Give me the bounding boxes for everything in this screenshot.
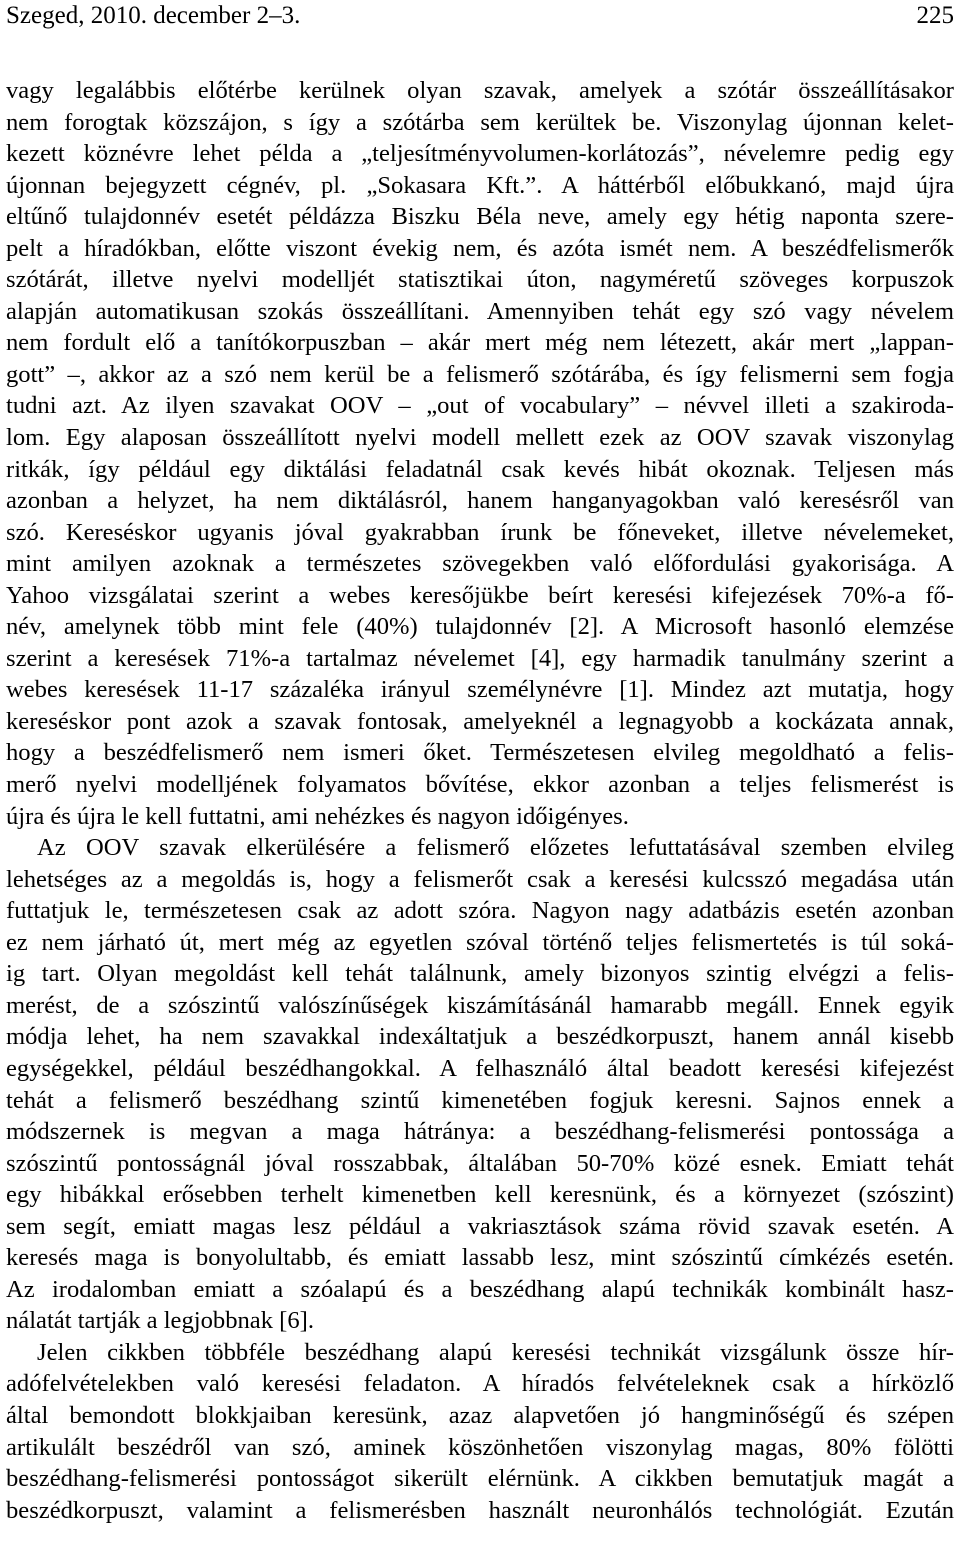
page-number: 225 <box>916 2 954 29</box>
text-line: ez nem járható út, mert még az egyetlen szóval történő teljes felismertetés is túl soká- <box>6 928 954 956</box>
text-line: név, amelynek több mint fele (40%) tulajdonnév [2]. A Microsoft hasonló elemzése <box>6 613 954 641</box>
text-line: sem segít, emiatt magas lesz például a vakriasztások száma rövid szavak esetén. A <box>6 1212 954 1240</box>
running-header <box>6 0 954 32</box>
text-line: szó. Kereséskor ugyanis jóval gyakrabban írunk be főneveket, illetve névelemeket, <box>6 518 954 546</box>
text-line: mint amilyen azoknak a természetes szövegekben való előfordulási gyakorisága. A <box>6 550 954 578</box>
text-line: módszernek is megvan a maga hátránya: a beszédhang-felismerési pontossága a <box>6 1118 954 1146</box>
text-line: webes keresések 11-17 százaléka irányul személynévre [1]. Mindez azt mutatja, hogy <box>6 676 954 704</box>
text-line: beszédhang-felismerési pontosságot sikerült elérnünk. A cikkben bemutatjuk magát a <box>6 1465 954 1493</box>
text-line: által bemondott blokkjaiban keresünk, azaz alapvetően jó hangminőségű és szépen <box>6 1401 954 1429</box>
body-text <box>6 75 954 1526</box>
text-line: Yahoo vizsgálatai szerint a webes keresőjükbe beírt keresési kifejezések 70%-a fő- <box>6 581 954 609</box>
text-line: újonnan bejegyzett cégnév, pl. „Sokasara Kft.”. A háttérből előbukkanó, majd újra <box>6 171 954 199</box>
text-line: kereséskor pont azok a szavak fontosak, amelyeknél a legnagyobb a kockázata annak, <box>6 707 954 735</box>
text-line: artikulált beszédről van szó, aminek köszönhetően viszonylag magas, 80% fölötti <box>6 1433 954 1461</box>
text-line: Az OOV szavak elkerülésére a felismerő előzetes lefuttatásával szemben elvileg <box>37 834 954 862</box>
text-line: Az irodalomban emiatt a szóalapú és a beszédhang alapú technikák kombinált hasz- <box>6 1275 954 1303</box>
text-line: lom. Egy alaposan összeállított nyelvi modell mellett ezek az OOV szavak viszonylag <box>6 424 954 452</box>
text-line: pelt a híradókban, előtte viszont évekig nem, és azóta ismét nem. A beszédfelismerők <box>6 234 954 262</box>
text-line: ritkák, így például egy diktálási feladatnál csak kevés hibát okoznak. Teljesen más <box>6 455 954 483</box>
text-line: egységekkel, például beszédhangokkal. A felhasználó által beadott keresési kifejezést <box>6 1054 954 1082</box>
text-line: nem forogtak közszájon, s így a szótárba sem kerültek be. Viszonylag újonnan kelet- <box>6 108 954 136</box>
text-line: alapján automatikusan szokás összeállítani. Amennyiben tehát egy szó vagy névelem <box>6 297 954 325</box>
text-line: újra és újra le kell futtatni, ami nehézkes és nagyon időigényes. <box>6 802 629 830</box>
text-line: merő nyelvi modelljének folyamatos bővítése, ekkor azonban a teljes felismerést is <box>6 771 954 799</box>
text-line: Jelen cikkben többféle beszédhang alapú keresési technikát vizsgálunk össze hír- <box>37 1338 954 1366</box>
text-line: lehetséges az a megoldás is, hogy a felismerőt csak a keresési kulcsszó megadása után <box>6 865 954 893</box>
text-line: merést, de a szószintű valószínűségek kiszámításánál hamarabb megáll. Ennek egyik <box>6 991 954 1019</box>
text-line: beszédkorpuszt, valamint a felismerésben használt neuronhálós technológiát. Ezután <box>6 1496 954 1524</box>
text-line: gott” –, akkor az a szó nem kerül be a felismerő szótárába, és így felismerni sem fogja <box>6 360 954 388</box>
text-line: szótárát, illetve nyelvi modelljét statisztikai úton, nagyméretű szöveges korpuszok <box>6 266 954 294</box>
text-line: módja lehet, ha nem szavakkal indexáltatjuk a beszédkorpuszt, hanem annál kisebb <box>6 1023 954 1051</box>
text-line: adófelvételekben való keresési feladaton. A híradós felvételeknek csak a hírközlő <box>6 1370 954 1398</box>
text-line: vagy legalábbis előtérbe kerülnek olyan szavak, amelyek a szótár összeállításakor <box>6 77 954 104</box>
text-line: kezett köznévre lehet példa a „teljesítményvolumen-korlátozás”, névelemre pedig egy <box>6 140 954 168</box>
text-line: ig tart. Olyan megoldást kell tehát találnunk, amely bizonyos szintig elvégzi a felis- <box>6 960 954 988</box>
text-line: szerint a keresések 71%-a tartalmaz névelemet [4], egy harmadik tanulmány szerint a <box>6 644 954 672</box>
text-line: szószintű pontosságnál jóval rosszabbak, általában 50-70% közé esnek. Emiatt tehát <box>6 1149 954 1177</box>
text-line: futtatjuk le, természetesen csak az adott szóra. Nagyon nagy adatbázis esetén azonban <box>6 897 954 925</box>
text-line: hogy a beszédfelismerő nem ismeri őket. Természetesen elvileg megoldható a felis- <box>6 739 954 767</box>
text-line: nem fordult elő a tanítókorpuszban – akár mert még nem létezett, akár mert „lappan- <box>6 329 954 357</box>
text-line: nálatát tartják a legjobbnak [6]. <box>6 1307 314 1335</box>
text-line: eltűnő tulajdonnév esetét példázza Biszku Béla neve, amely egy hétig naponta szere- <box>6 203 954 231</box>
text-line: keresés maga is bonyolultabb, és emiatt lassabb lesz, mint szószintű címkézés esetén. <box>6 1244 954 1272</box>
text-line: tudni azt. Az ilyen szavakat OOV – „out of vocabulary” – névvel illeti a szakiroda- <box>6 392 954 420</box>
text-line: azonban a helyzet, ha nem diktálásról, hanem hanganyagokban való keresésről van <box>6 487 954 515</box>
document-page <box>6 0 954 1526</box>
text-line: tehát a felismerő beszédhang szintű kimenetében fogjuk keresni. Sajnos ennek a <box>6 1086 954 1114</box>
text-line: egy hibákkal erősebben terhelt kimenetben kell keresnünk, és a környezet (szószint) <box>6 1181 954 1209</box>
header-venue-date: Szeged, 2010. december 2–3. <box>6 2 301 29</box>
